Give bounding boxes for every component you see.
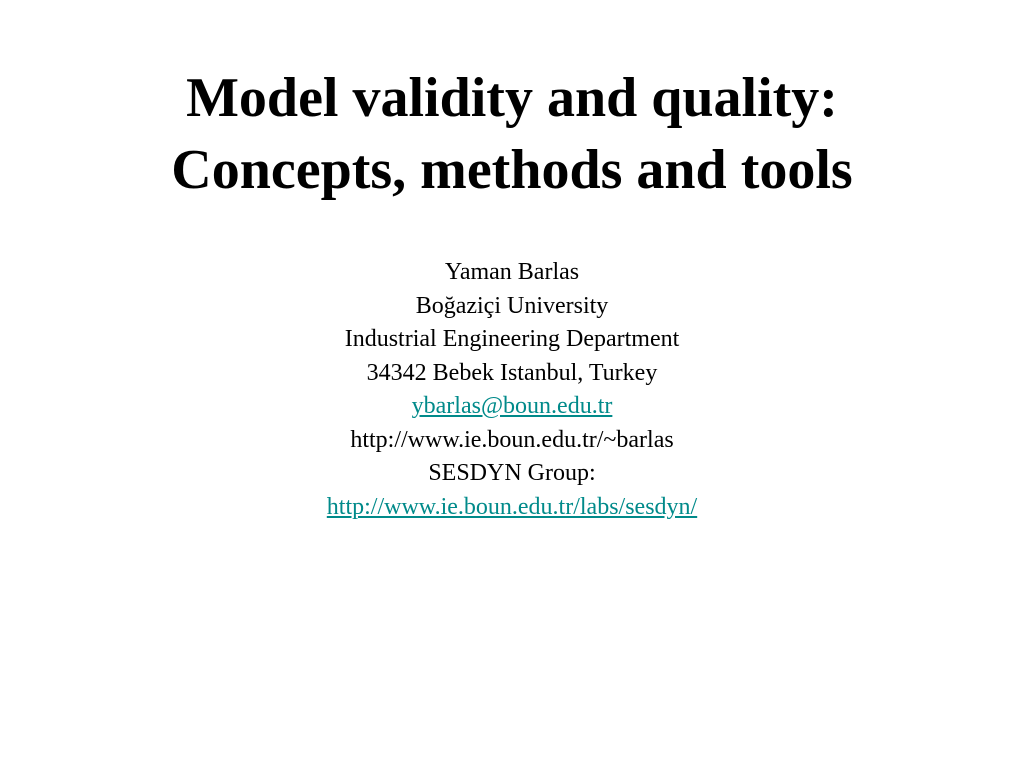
group-label: SESDYN Group: <box>428 460 596 486</box>
university-name: Boğaziçi University <box>415 292 609 319</box>
department-name: Industrial Engineering Department <box>344 326 680 352</box>
author-name: Yaman Barlas <box>444 259 580 285</box>
title-line-2: Concepts, methods and tools <box>171 139 853 201</box>
title-line-1: Model validity and quality: <box>186 67 838 129</box>
homepage-url: http://www.ie.boun.edu.tr/~barlas <box>350 426 674 453</box>
postal-address: 34342 Bebek Istanbul, Turkey <box>366 359 658 386</box>
slide-title <box>40 62 984 206</box>
group-url-row <box>60 491 964 525</box>
group-url-link[interactable]: http://www.ie.boun.edu.tr/labs/sesdyn/ <box>326 493 698 520</box>
email-row <box>60 390 964 424</box>
author-info <box>60 256 964 524</box>
email-link[interactable]: ybarlas@boun.edu.tr <box>411 393 613 419</box>
